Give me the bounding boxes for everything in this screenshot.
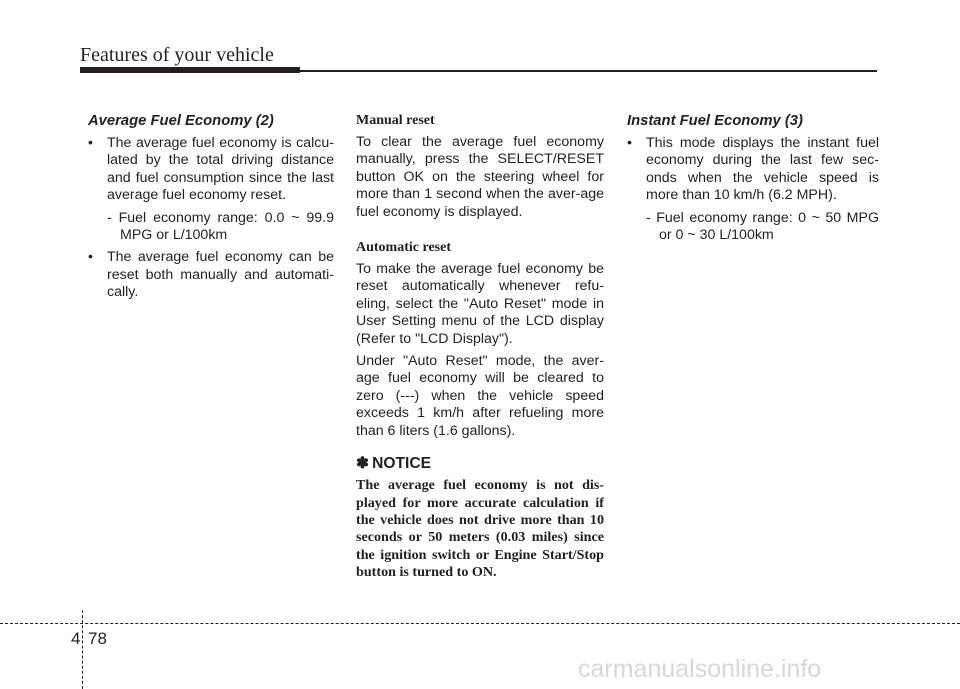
notice-title xyxy=(356,454,604,474)
auto-reset-mode-text: Under "Auto Reset" mode, the aver-age fuel economy will be cleared to zero (---) when the vehicle speed exceeds 1 km/h after refueling more than 6 liters (1.6 gallons). xyxy=(356,353,604,439)
manual-reset-heading: Manual reset xyxy=(356,113,435,128)
bullet-text: The average fuel economy can be reset both manually and automati-cally. xyxy=(107,249,334,301)
automatic-reset-heading: Automatic reset xyxy=(356,240,451,256)
bullet-item xyxy=(627,135,879,205)
automatic-reset-text: To make the average fuel economy be reset automatically whenever refu-eling, select the "Auto Reset" mode in User Setting menu of the LCD display (Refer to "LCD Display"). xyxy=(356,261,604,347)
bullet-item xyxy=(88,249,334,301)
column-instant-fuel-economy xyxy=(627,112,879,249)
watermark: carmanualsonline.info xyxy=(578,655,822,683)
spacer xyxy=(356,226,604,239)
column-reset xyxy=(356,112,604,582)
column-average-fuel-economy xyxy=(88,112,334,307)
bullet-item xyxy=(88,135,334,205)
footer-divider xyxy=(82,610,83,689)
sub-item-fuel-range: - Fuel economy range: 0.0 ~ 99.9 MPG or L/100km xyxy=(107,209,334,244)
page-header-title: Features of your vehicle xyxy=(80,44,274,66)
header-rule-thick xyxy=(80,67,300,73)
bullet-text: This mode displays the instant fuel economy during the last few sec-onds when the vehicle speed is more than 10 km/h (6.2 MPH). xyxy=(646,135,879,204)
notice-star-icon: ✽ xyxy=(356,455,370,473)
bullet-icon: • xyxy=(88,249,93,266)
bullet-icon: • xyxy=(88,135,93,151)
page-number: 78 xyxy=(88,629,107,648)
chapter-number: 4 xyxy=(71,629,81,648)
bullet-icon: • xyxy=(627,135,632,151)
notice-text: The average fuel economy is not dis-played for more accurate calculation if the vehicle does not drive more than 10 seconds or 50 meters (0.03 miles) since the ignition switch or Engine Start/Stop button is turned to ON. xyxy=(356,477,604,581)
header-rule-thin xyxy=(300,70,877,72)
sub-item-fuel-range: - Fuel economy range: 0 ~ 50 MPG or 0 ~ 30 L/100km xyxy=(646,209,879,244)
footer-rule xyxy=(0,623,960,624)
notice-title-label: NOTICE xyxy=(372,455,431,473)
bullet-text: The average fuel economy is calcu-lated by the total driving distance and fuel consumption since the last average fuel economy reset. xyxy=(107,135,334,204)
manual-reset-text: To clear the average fuel economy manually, press the SELECT/RESET button OK on the steering wheel for more than 1 second when the aver-age fuel economy is displayed. xyxy=(356,134,604,220)
section-heading-instant-fuel-economy: Instant Fuel Economy (3) xyxy=(627,113,803,129)
section-heading-average-fuel-economy: Average Fuel Economy (2) xyxy=(88,113,274,129)
